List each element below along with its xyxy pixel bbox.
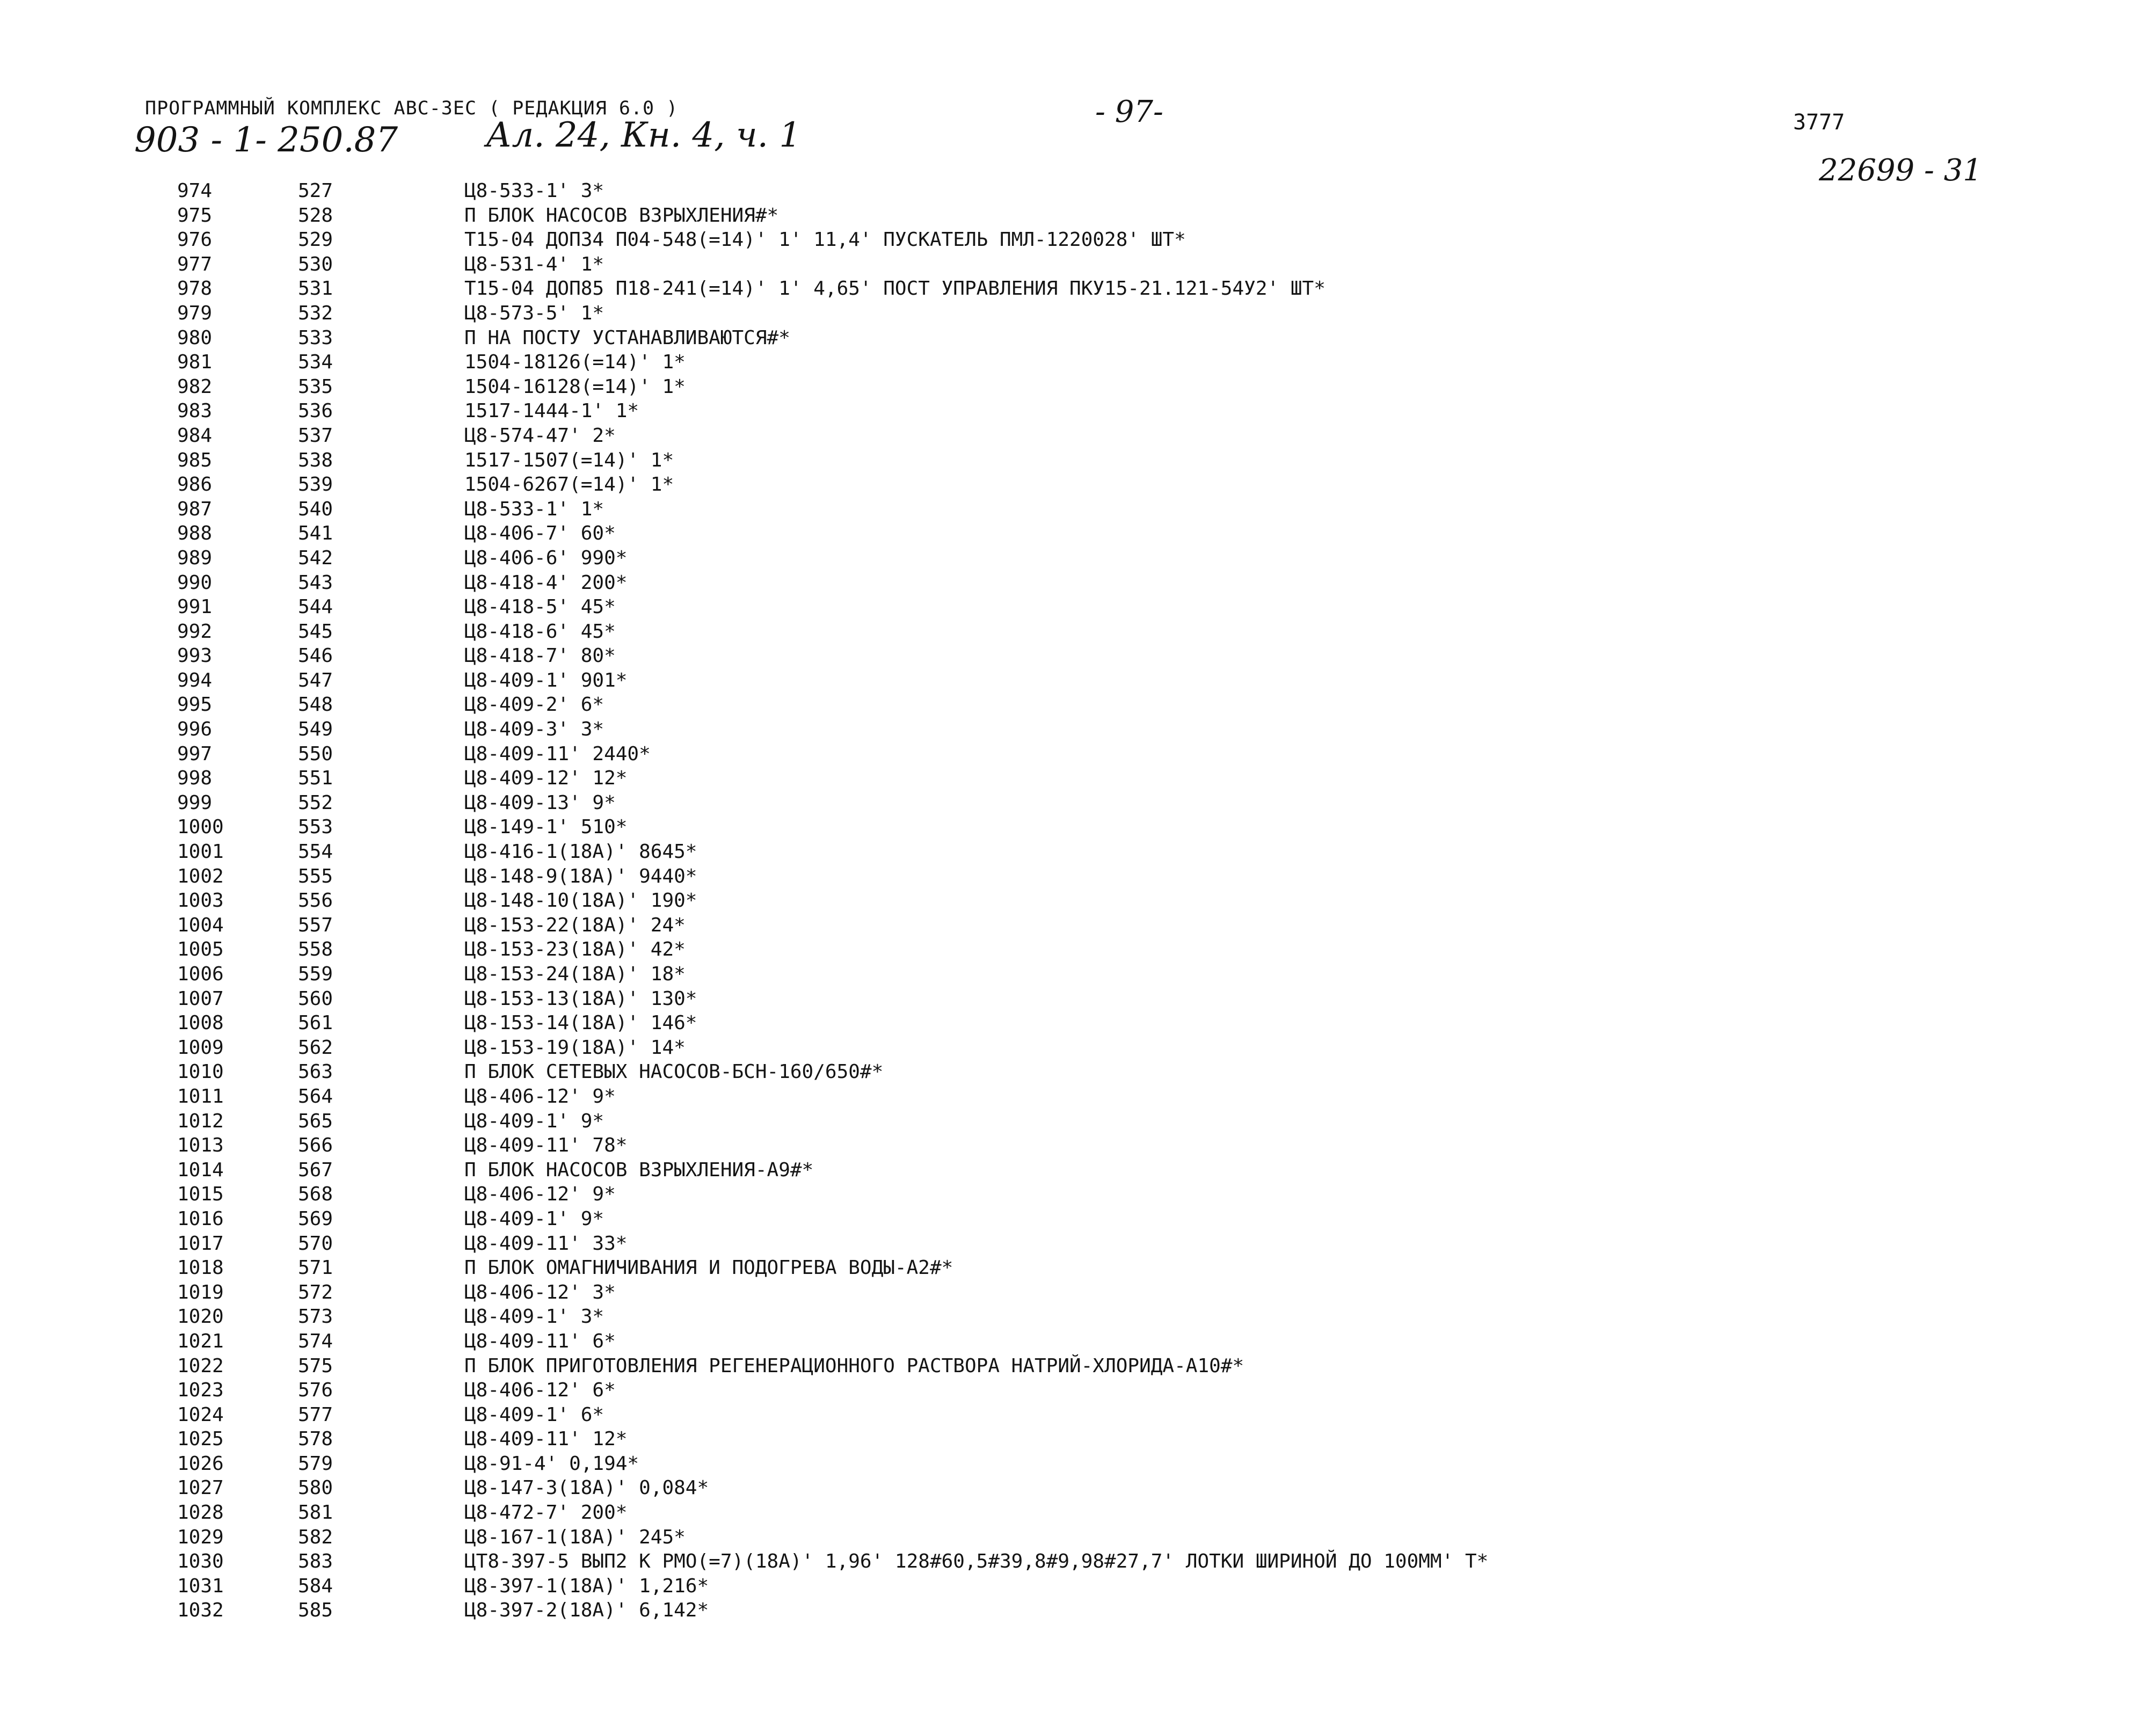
line-number: 1024 (177, 1403, 224, 1426)
item-text: Ц8-149-1' 510* (464, 816, 628, 839)
line-number: 1005 (177, 938, 224, 961)
line-number: 1011 (177, 1085, 224, 1108)
item-number: 533 (298, 326, 333, 349)
table-row (0, 1329, 2156, 1354)
table-row (0, 399, 2156, 424)
item-number: 546 (298, 645, 333, 667)
item-text: Ц8-406-12' 3* (464, 1281, 616, 1303)
item-number: 555 (298, 865, 333, 887)
table-row (0, 1036, 2156, 1060)
table-row (0, 424, 2156, 448)
line-number: 989 (177, 547, 213, 569)
table-row (0, 497, 2156, 522)
item-text: Ц8-409-1' 901* (464, 669, 628, 691)
item-number: 550 (298, 742, 333, 765)
line-number: 1030 (177, 1550, 224, 1573)
item-number: 535 (298, 375, 333, 398)
table-row (0, 913, 2156, 938)
line-number: 992 (177, 620, 213, 643)
table-row (0, 521, 2156, 546)
table-row (0, 1354, 2156, 1379)
line-number: 1010 (177, 1061, 224, 1083)
item-number: 565 (298, 1110, 333, 1132)
item-text: Ц8-418-5' 45* (464, 596, 616, 618)
line-number: 1029 (177, 1526, 224, 1548)
line-number: 1021 (177, 1330, 224, 1352)
table-row (0, 350, 2156, 375)
item-number: 556 (298, 890, 333, 912)
program-header: ПРОГРАММНЫЙ КОМПЛЕКС АВС-3ЕС ( РЕДАКЦИЯ 6.0 ) (145, 98, 679, 119)
item-number: 553 (298, 816, 333, 839)
line-number: 1006 (177, 963, 224, 985)
line-number: 1014 (177, 1159, 224, 1181)
table-row (0, 326, 2156, 351)
item-number: 552 (298, 791, 333, 814)
table-row (0, 448, 2156, 473)
table-row (0, 766, 2156, 791)
line-number: 1007 (177, 987, 224, 1010)
item-number: 529 (298, 229, 333, 251)
item-text: Ц8-409-11' 78* (464, 1134, 628, 1157)
table-row (0, 864, 2156, 889)
item-number: 531 (298, 278, 333, 300)
handwritten-album-reference: Ал. 24, Кн. 4, ч. 1 (486, 115, 802, 155)
item-number: 548 (298, 694, 333, 716)
line-number: 991 (177, 596, 213, 618)
line-number: 979 (177, 302, 213, 324)
item-number: 561 (298, 1012, 333, 1035)
line-number: 1019 (177, 1281, 224, 1303)
item-text: Ц8-418-4' 200* (464, 571, 628, 594)
item-number: 554 (298, 841, 333, 863)
item-number: 541 (298, 522, 333, 545)
line-number: 1027 (177, 1477, 224, 1499)
item-text: Ц8-153-22(18А)' 24* (464, 914, 686, 936)
table-row (0, 668, 2156, 693)
item-number: 562 (298, 1036, 333, 1059)
line-number: 1032 (177, 1599, 224, 1622)
item-text: П БЛОК НАСОСОВ ВЗРЫХЛЕНИЯ#* (464, 204, 779, 227)
item-number: 549 (298, 718, 333, 741)
item-text: 1504-18126(=14)' 1* (464, 351, 686, 374)
item-text: Ц8-153-14(18А)' 146* (464, 1012, 697, 1035)
printout-table (0, 179, 2156, 1623)
item-number: 564 (298, 1085, 333, 1108)
table-row (0, 301, 2156, 326)
item-number: 532 (298, 302, 333, 324)
table-row (0, 1109, 2156, 1134)
item-number: 570 (298, 1232, 333, 1255)
item-number: 574 (298, 1330, 333, 1352)
item-number: 572 (298, 1281, 333, 1303)
table-row (0, 962, 2156, 987)
line-number: 985 (177, 449, 213, 471)
line-number: 976 (177, 229, 213, 251)
table-row (0, 1060, 2156, 1084)
item-number: 540 (298, 498, 333, 520)
line-number: 1017 (177, 1232, 224, 1255)
line-number: 1018 (177, 1257, 224, 1279)
line-number: 1028 (177, 1502, 224, 1524)
item-number: 567 (298, 1159, 333, 1181)
line-number: 993 (177, 645, 213, 667)
table-row (0, 252, 2156, 277)
line-number: 1015 (177, 1183, 224, 1206)
line-number: 996 (177, 718, 213, 741)
item-text: П БЛОК СЕТЕВЫХ НАСОСОВ-БСН-160/650#* (464, 1061, 884, 1083)
item-number: 542 (298, 547, 333, 569)
item-text: Ц8-409-11' 2440* (464, 742, 651, 765)
item-text: Ц8-167-1(18А)' 245* (464, 1526, 686, 1548)
line-number: 986 (177, 473, 213, 496)
item-text: Ц8-409-1' 9* (464, 1207, 604, 1230)
table-row (0, 546, 2156, 571)
table-row (0, 620, 2156, 644)
item-number: 566 (298, 1134, 333, 1157)
item-text: Ц8-573-5' 1* (464, 302, 604, 324)
item-number: 579 (298, 1452, 333, 1475)
line-number: 980 (177, 326, 213, 349)
line-number: 1009 (177, 1036, 224, 1059)
page-number: - 97- (1095, 94, 1163, 129)
document-number: 3777 (1793, 110, 1845, 135)
line-number: 1020 (177, 1306, 224, 1328)
item-number: 528 (298, 204, 333, 227)
item-text: Ц8-574-47' 2* (464, 424, 616, 447)
item-text: Ц8-418-7' 80* (464, 645, 616, 667)
item-text: П НА ПОСТУ УСТАНАВЛИВАЮТСЯ#* (464, 326, 790, 349)
item-text: Ц8-418-6' 45* (464, 620, 616, 643)
line-number: 1004 (177, 914, 224, 936)
line-number: 975 (177, 204, 213, 227)
table-row (0, 228, 2156, 252)
table-row (0, 717, 2156, 742)
item-number: 527 (298, 180, 333, 202)
line-number: 1026 (177, 1452, 224, 1475)
table-row (0, 1598, 2156, 1623)
item-text: П БЛОК ОМАГНИЧИВАНИЯ И ПОДОГРЕВА ВОДЫ-А2#* (464, 1257, 953, 1279)
item-text: Ц8-409-2' 6* (464, 694, 604, 716)
item-number: 581 (298, 1502, 333, 1524)
item-text: Ц8-409-3' 3* (464, 718, 604, 741)
line-number: 982 (177, 375, 213, 398)
table-row (0, 1305, 2156, 1329)
item-text: Ц8-153-23(18А)' 42* (464, 938, 686, 961)
item-number: 557 (298, 914, 333, 936)
item-text: Ц8-409-11' 33* (464, 1232, 628, 1255)
table-row (0, 1232, 2156, 1256)
item-text: 1504-16128(=14)' 1* (464, 375, 686, 398)
line-number: 1001 (177, 841, 224, 863)
item-number: 583 (298, 1550, 333, 1573)
item-number: 539 (298, 473, 333, 496)
line-number: 998 (177, 767, 213, 790)
table-row (0, 1427, 2156, 1452)
table-row (0, 937, 2156, 962)
item-text: Ц8-147-3(18А)' 0,084* (464, 1477, 709, 1499)
item-text: Ц8-531-4' 1* (464, 253, 604, 275)
item-text: Ц8-409-12' 12* (464, 767, 628, 790)
item-text: Ц8-409-13' 9* (464, 791, 616, 814)
table-row (0, 1084, 2156, 1109)
item-text: Ц8-153-19(18А)' 14* (464, 1036, 686, 1059)
table-row (0, 791, 2156, 815)
item-number: 580 (298, 1477, 333, 1499)
item-text: Ц8-406-12' 6* (464, 1379, 616, 1402)
table-row (0, 987, 2156, 1011)
table-row (0, 742, 2156, 767)
line-number: 1031 (177, 1575, 224, 1597)
item-number: 538 (298, 449, 333, 471)
item-text: Т15-04 ДОП85 П18-241(=14)' 1' 4,65' ПОСТ УПРАВЛЕНИЯ ПКУ15-21.121-54У2' ШТ* (464, 278, 1325, 300)
table-row (0, 1133, 2156, 1158)
line-number: 995 (177, 694, 213, 716)
table-row (0, 1403, 2156, 1427)
item-text: Ц8-406-7' 60* (464, 522, 616, 545)
item-text: ЦТ8-397-5 ВЫП2 К РМО(=7)(18А)' 1,96' 128#60,5#39,8#9,98#27,7' ЛОТКИ ШИРИНОЙ ДО 100ММ' Т* (464, 1550, 1489, 1573)
item-number: 568 (298, 1183, 333, 1206)
handwritten-sheet-number: 22699 - 31 (1819, 153, 1982, 188)
item-number: 559 (298, 963, 333, 985)
table-row (0, 1158, 2156, 1183)
item-text: Ц8-409-1' 3* (464, 1306, 604, 1328)
table-row (0, 472, 2156, 497)
item-number: 582 (298, 1526, 333, 1548)
item-text: Ц8-397-2(18А)' 6,142* (464, 1599, 709, 1622)
line-number: 997 (177, 742, 213, 765)
item-text: 1504-6267(=14)' 1* (464, 473, 674, 496)
line-number: 999 (177, 791, 213, 814)
item-number: 576 (298, 1379, 333, 1402)
line-number: 1008 (177, 1012, 224, 1035)
table-row (0, 1207, 2156, 1232)
line-number: 977 (177, 253, 213, 275)
line-number: 984 (177, 424, 213, 447)
item-text: Ц8-409-11' 6* (464, 1330, 616, 1352)
item-text: Ц8-91-4' 0,194* (464, 1452, 639, 1475)
item-text: Ц8-406-12' 9* (464, 1085, 616, 1108)
line-number: 983 (177, 400, 213, 422)
item-text: П БЛОК НАСОСОВ ВЗРЫХЛЕНИЯ-А9#* (464, 1159, 814, 1181)
item-text: Ц8-406-12' 9* (464, 1183, 616, 1206)
table-row (0, 571, 2156, 595)
item-text: Ц8-409-1' 6* (464, 1403, 604, 1426)
line-number: 988 (177, 522, 213, 545)
item-text: Ц8-148-9(18А)' 9440* (464, 865, 697, 887)
line-number: 1012 (177, 1110, 224, 1132)
item-text: Т15-04 ДОП34 П04-548(=14)' 1' 11,4' ПУСКАТЕЛЬ ПМЛ-1220028' ШТ* (464, 229, 1186, 251)
line-number: 990 (177, 571, 213, 594)
line-number: 1003 (177, 890, 224, 912)
item-text: 1517-1507(=14)' 1* (464, 449, 674, 471)
item-number: 551 (298, 767, 333, 790)
item-number: 560 (298, 987, 333, 1010)
item-text: Ц8-153-13(18А)' 130* (464, 987, 697, 1010)
table-row (0, 1378, 2156, 1403)
item-number: 575 (298, 1354, 333, 1377)
item-text: Ц8-406-6' 990* (464, 547, 628, 569)
item-number: 544 (298, 596, 333, 618)
item-number: 536 (298, 400, 333, 422)
table-row (0, 276, 2156, 301)
table-row (0, 840, 2156, 864)
line-number: 987 (177, 498, 213, 520)
item-number: 578 (298, 1428, 333, 1451)
line-number: 978 (177, 278, 213, 300)
item-text: Ц8-533-1' 1* (464, 498, 604, 520)
item-text: Ц8-148-10(18А)' 190* (464, 890, 697, 912)
item-number: 558 (298, 938, 333, 961)
table-row (0, 179, 2156, 203)
table-row (0, 1525, 2156, 1550)
item-text: Ц8-409-11' 12* (464, 1428, 628, 1451)
table-row (0, 693, 2156, 717)
line-number: 1022 (177, 1354, 224, 1377)
table-row (0, 595, 2156, 620)
table-row (0, 375, 2156, 399)
handwritten-project-code: 903 - 1- 250.87 (134, 120, 398, 160)
item-text: Ц8-153-24(18А)' 18* (464, 963, 686, 985)
item-number: 584 (298, 1575, 333, 1597)
item-text: Ц8-533-1' 3* (464, 180, 604, 202)
item-number: 545 (298, 620, 333, 643)
table-row (0, 815, 2156, 840)
item-text: Ц8-397-1(18А)' 1,216* (464, 1575, 709, 1597)
table-row (0, 1011, 2156, 1036)
table-row (0, 1182, 2156, 1207)
line-number: 1013 (177, 1134, 224, 1157)
table-row (0, 1476, 2156, 1500)
item-number: 530 (298, 253, 333, 275)
table-row (0, 1500, 2156, 1525)
table-row (0, 203, 2156, 228)
item-text: Ц8-409-1' 9* (464, 1110, 604, 1132)
item-number: 577 (298, 1403, 333, 1426)
table-row (0, 1452, 2156, 1476)
line-number: 1000 (177, 816, 224, 839)
item-number: 569 (298, 1207, 333, 1230)
line-number: 994 (177, 669, 213, 691)
line-number: 1002 (177, 865, 224, 887)
item-text: П БЛОК ПРИГОТОВЛЕНИЯ РЕГЕНЕРАЦИОННОГО РАСТВОРА НАТРИЙ-ХЛОРИДА-А10#* (464, 1354, 1244, 1377)
line-number: 1016 (177, 1207, 224, 1230)
table-row (0, 1280, 2156, 1305)
line-number: 981 (177, 351, 213, 374)
table-row (0, 888, 2156, 913)
table-row (0, 1549, 2156, 1574)
table-row (0, 1256, 2156, 1280)
item-number: 573 (298, 1306, 333, 1328)
item-number: 543 (298, 571, 333, 594)
item-number: 547 (298, 669, 333, 691)
item-number: 585 (298, 1599, 333, 1622)
line-number: 1025 (177, 1428, 224, 1451)
line-number: 974 (177, 180, 213, 202)
item-text: Ц8-416-1(18А)' 8645* (464, 841, 697, 863)
table-row (0, 644, 2156, 668)
item-number: 563 (298, 1061, 333, 1083)
item-number: 537 (298, 424, 333, 447)
table-row (0, 1574, 2156, 1599)
item-number: 534 (298, 351, 333, 374)
item-number: 571 (298, 1257, 333, 1279)
line-number: 1023 (177, 1379, 224, 1402)
item-text: Ц8-472-7' 200* (464, 1502, 628, 1524)
item-text: 1517-1444-1' 1* (464, 400, 639, 422)
